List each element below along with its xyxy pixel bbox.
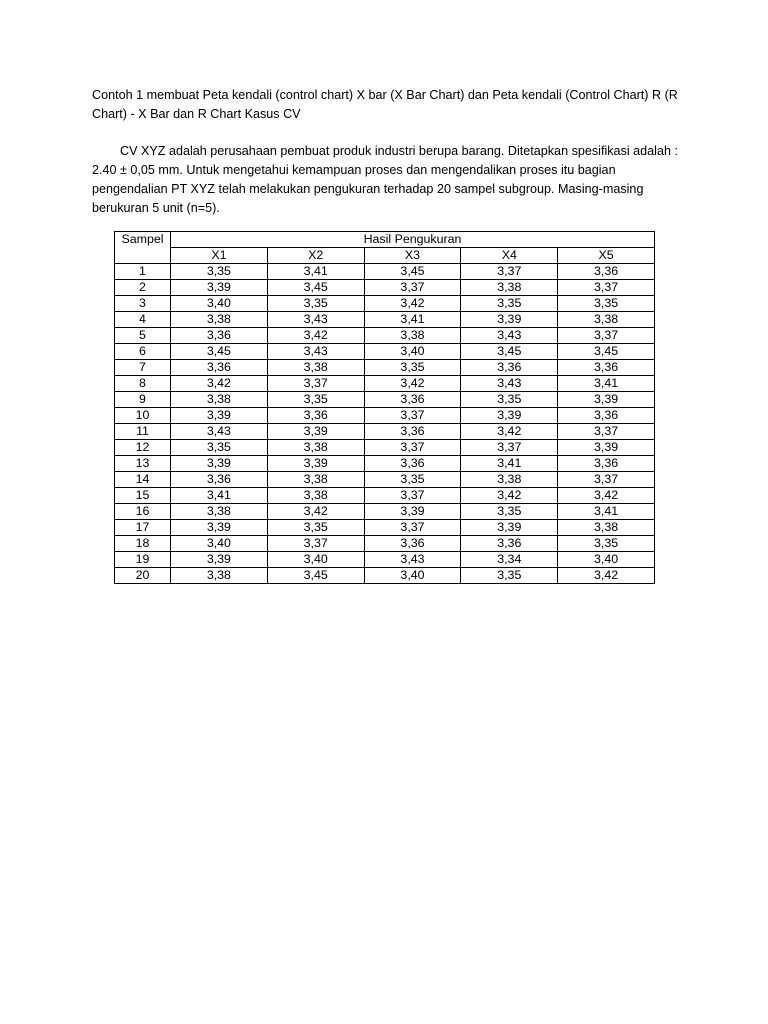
measurement-cell: 3,41 bbox=[171, 488, 268, 504]
measurement-cell: 3,41 bbox=[461, 456, 558, 472]
measurement-cell: 3,40 bbox=[364, 344, 461, 360]
sample-number-cell: 16 bbox=[115, 504, 171, 520]
sample-number-cell: 10 bbox=[115, 408, 171, 424]
measurement-cell: 3,38 bbox=[171, 392, 268, 408]
measurement-cell: 3,38 bbox=[364, 328, 461, 344]
sample-number-cell: 4 bbox=[115, 312, 171, 328]
measurement-cell: 3,45 bbox=[364, 264, 461, 280]
measurement-group-header: Hasil Pengukuran bbox=[171, 232, 655, 248]
measurement-cell: 3,35 bbox=[558, 536, 655, 552]
measurement-cell: 3,42 bbox=[461, 488, 558, 504]
sample-number-cell: 1 bbox=[115, 264, 171, 280]
sample-number-cell: 5 bbox=[115, 328, 171, 344]
measurement-cell: 3,39 bbox=[461, 312, 558, 328]
measurement-cell: 3,36 bbox=[364, 424, 461, 440]
measurement-cell: 3,36 bbox=[461, 360, 558, 376]
measurement-cell: 3,41 bbox=[558, 376, 655, 392]
sample-number-cell: 11 bbox=[115, 424, 171, 440]
measurement-cell: 3,38 bbox=[558, 312, 655, 328]
measurement-cell: 3,35 bbox=[267, 392, 364, 408]
column-header-x4: X4 bbox=[461, 248, 558, 264]
table-row bbox=[115, 296, 655, 312]
measurement-cell: 3,36 bbox=[558, 360, 655, 376]
sample-number-cell: 19 bbox=[115, 552, 171, 568]
sample-number-cell: 8 bbox=[115, 376, 171, 392]
measurement-cell: 3,39 bbox=[364, 504, 461, 520]
measurement-cell: 3,37 bbox=[558, 424, 655, 440]
table-row bbox=[115, 520, 655, 536]
table-row bbox=[115, 264, 655, 280]
measurement-cell: 3,37 bbox=[364, 280, 461, 296]
column-header-x2: X2 bbox=[267, 248, 364, 264]
sample-number-cell: 2 bbox=[115, 280, 171, 296]
table-row bbox=[115, 504, 655, 520]
description-text: CV XYZ adalah perusahaan pembuat produk industri berupa barang. Ditetapkan spesifikasi adalah : 2.40 ± 0,05 mm. Untuk mengetahui kemampuan proses dan mengendalikan proses itu bagian pengendalian PT XYZ telah melakukan pengukuran terhadap 20 sampel subgroup. Masing-masing berukuran 5 unit (n=5). bbox=[92, 144, 678, 215]
table-column-header-row bbox=[115, 248, 655, 264]
measurement-cell: 3,43 bbox=[267, 344, 364, 360]
measurement-cell: 3,42 bbox=[461, 424, 558, 440]
sample-number-cell: 6 bbox=[115, 344, 171, 360]
measurement-cell: 3,42 bbox=[267, 328, 364, 344]
measurement-cell: 3,35 bbox=[461, 296, 558, 312]
measurement-cell: 3,35 bbox=[171, 440, 268, 456]
table-row bbox=[115, 280, 655, 296]
sample-number-cell: 12 bbox=[115, 440, 171, 456]
measurement-cell: 3,38 bbox=[461, 280, 558, 296]
measurement-cell: 3,40 bbox=[171, 296, 268, 312]
measurement-cell: 3,36 bbox=[461, 536, 558, 552]
document-title: Contoh 1 membuat Peta kendali (control chart) X bar (X Bar Chart) dan Peta kendali (Control Chart) R (R Chart) - X Bar dan R Chart Kasus CV bbox=[92, 88, 678, 121]
measurement-cell: 3,36 bbox=[171, 328, 268, 344]
table-row bbox=[115, 328, 655, 344]
measurement-cell: 3,43 bbox=[171, 424, 268, 440]
measurement-cell: 3,38 bbox=[267, 472, 364, 488]
measurement-cell: 3,40 bbox=[267, 552, 364, 568]
measurement-cell: 3,35 bbox=[171, 264, 268, 280]
table-row bbox=[115, 440, 655, 456]
measurement-cell: 3,39 bbox=[171, 456, 268, 472]
table-row bbox=[115, 376, 655, 392]
column-header-x1: X1 bbox=[171, 248, 268, 264]
measurement-cell: 3,36 bbox=[364, 536, 461, 552]
measurement-cell: 3,35 bbox=[461, 392, 558, 408]
measurement-cell: 3,34 bbox=[461, 552, 558, 568]
sample-number-cell: 15 bbox=[115, 488, 171, 504]
sample-number-cell: 20 bbox=[115, 568, 171, 584]
description-paragraph bbox=[92, 142, 682, 218]
measurement-cell: 3,42 bbox=[364, 376, 461, 392]
measurement-cell: 3,37 bbox=[558, 472, 655, 488]
measurement-cell: 3,41 bbox=[267, 264, 364, 280]
column-header-x5: X5 bbox=[558, 248, 655, 264]
table-row bbox=[115, 536, 655, 552]
measurement-cell: 3,42 bbox=[171, 376, 268, 392]
measurement-cell: 3,39 bbox=[171, 408, 268, 424]
measurement-cell: 3,36 bbox=[171, 472, 268, 488]
measurement-cell: 3,35 bbox=[558, 296, 655, 312]
measurement-cell: 3,37 bbox=[461, 440, 558, 456]
sample-column-header: Sampel bbox=[115, 232, 171, 264]
measurement-cell: 3,39 bbox=[558, 440, 655, 456]
sample-number-cell: 3 bbox=[115, 296, 171, 312]
sample-number-cell: 14 bbox=[115, 472, 171, 488]
table-row bbox=[115, 488, 655, 504]
measurement-cell: 3,36 bbox=[267, 408, 364, 424]
table-row bbox=[115, 344, 655, 360]
measurement-cell: 3,45 bbox=[267, 280, 364, 296]
measurement-cell: 3,39 bbox=[461, 408, 558, 424]
measurement-cell: 3,35 bbox=[267, 296, 364, 312]
measurement-cell: 3,40 bbox=[364, 568, 461, 584]
measurement-cell: 3,37 bbox=[267, 536, 364, 552]
measurement-cell: 3,38 bbox=[461, 472, 558, 488]
table-group-header-row bbox=[115, 232, 655, 248]
measurement-cell: 3,43 bbox=[267, 312, 364, 328]
measurement-cell: 3,37 bbox=[461, 264, 558, 280]
measurement-cell: 3,38 bbox=[171, 568, 268, 584]
measurement-cell: 3,38 bbox=[558, 520, 655, 536]
measurement-cell: 3,36 bbox=[364, 392, 461, 408]
sample-number-cell: 18 bbox=[115, 536, 171, 552]
measurement-cell: 3,40 bbox=[171, 536, 268, 552]
measurement-cell: 3,42 bbox=[558, 568, 655, 584]
measurement-cell: 3,38 bbox=[171, 312, 268, 328]
table-row bbox=[115, 568, 655, 584]
table-row bbox=[115, 472, 655, 488]
measurement-cell: 3,35 bbox=[461, 568, 558, 584]
measurement-cell: 3,35 bbox=[364, 360, 461, 376]
measurement-cell: 3,45 bbox=[461, 344, 558, 360]
measurement-cell: 3,39 bbox=[267, 456, 364, 472]
measurement-cell: 3,37 bbox=[364, 520, 461, 536]
measurement-cell: 3,38 bbox=[267, 440, 364, 456]
measurement-cell: 3,37 bbox=[364, 408, 461, 424]
table-body bbox=[115, 264, 655, 584]
table-row bbox=[115, 424, 655, 440]
measurement-cell: 3,42 bbox=[558, 488, 655, 504]
measurement-cell: 3,39 bbox=[558, 392, 655, 408]
measurement-cell: 3,35 bbox=[461, 504, 558, 520]
measurement-cell: 3,36 bbox=[171, 360, 268, 376]
measurement-cell: 3,39 bbox=[171, 552, 268, 568]
measurement-cell: 3,37 bbox=[558, 328, 655, 344]
measurement-cell: 3,43 bbox=[364, 552, 461, 568]
measurement-cell: 3,39 bbox=[267, 424, 364, 440]
table-row bbox=[115, 456, 655, 472]
measurement-cell: 3,35 bbox=[267, 520, 364, 536]
measurement-cell: 3,39 bbox=[171, 520, 268, 536]
measurement-cell: 3,39 bbox=[461, 520, 558, 536]
measurement-cell: 3,37 bbox=[364, 440, 461, 456]
sample-number-cell: 7 bbox=[115, 360, 171, 376]
measurement-cell: 3,37 bbox=[267, 376, 364, 392]
measurement-cell: 3,36 bbox=[364, 456, 461, 472]
table-row bbox=[115, 312, 655, 328]
measurement-cell: 3,42 bbox=[267, 504, 364, 520]
measurement-cell: 3,45 bbox=[558, 344, 655, 360]
measurement-cell: 3,36 bbox=[558, 264, 655, 280]
measurement-cell: 3,42 bbox=[364, 296, 461, 312]
measurement-cell: 3,43 bbox=[461, 328, 558, 344]
measurement-cell: 3,41 bbox=[558, 504, 655, 520]
measurement-cell: 3,37 bbox=[364, 488, 461, 504]
column-header-x3: X3 bbox=[364, 248, 461, 264]
measurement-cell: 3,37 bbox=[558, 280, 655, 296]
measurement-cell: 3,38 bbox=[267, 488, 364, 504]
table-row bbox=[115, 360, 655, 376]
measurement-table bbox=[114, 231, 655, 584]
measurement-cell: 3,45 bbox=[171, 344, 268, 360]
sample-number-cell: 13 bbox=[115, 456, 171, 472]
measurement-cell: 3,39 bbox=[171, 280, 268, 296]
measurement-cell: 3,43 bbox=[461, 376, 558, 392]
measurement-cell: 3,38 bbox=[171, 504, 268, 520]
measurement-cell: 3,40 bbox=[558, 552, 655, 568]
measurement-cell: 3,38 bbox=[267, 360, 364, 376]
table-row bbox=[115, 392, 655, 408]
measurement-cell: 3,45 bbox=[267, 568, 364, 584]
sample-number-cell: 9 bbox=[115, 392, 171, 408]
measurement-cell: 3,36 bbox=[558, 456, 655, 472]
table-row bbox=[115, 552, 655, 568]
sample-number-cell: 17 bbox=[115, 520, 171, 536]
measurement-cell: 3,41 bbox=[364, 312, 461, 328]
measurement-cell: 3,36 bbox=[558, 408, 655, 424]
measurement-cell: 3,35 bbox=[364, 472, 461, 488]
table-row bbox=[115, 408, 655, 424]
